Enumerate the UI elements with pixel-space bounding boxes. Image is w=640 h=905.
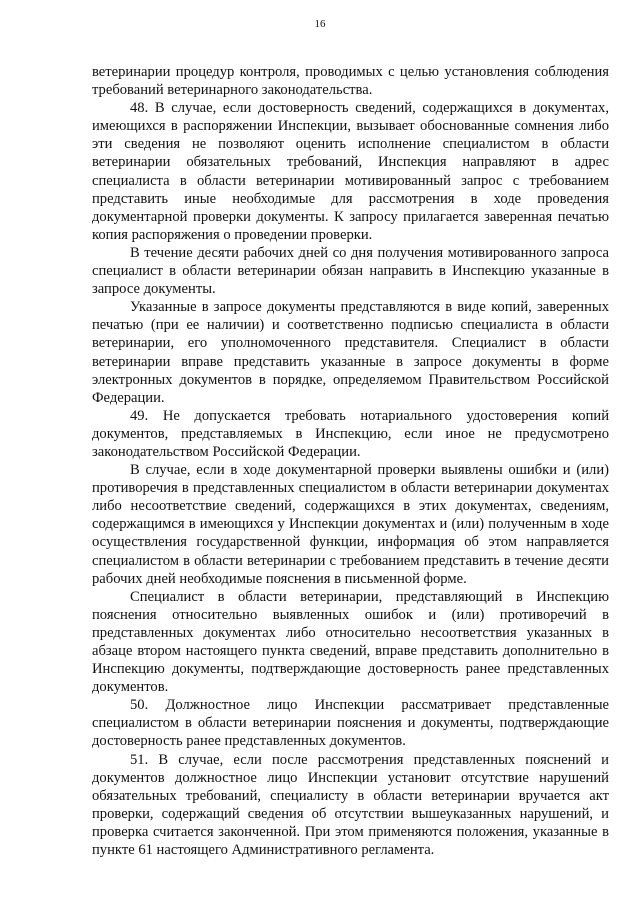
paragraph-51: 51. В случае, если после рассмотрения представленных пояснений и документов должностное лицо Инспекции установит отсутствие нарушений обязательных требований, специалисту в области ветеринарии вручается акт проверки, содержащий сведения об отсутствии вышеуказанных нарушений, и проверка считается законченной. При этом применяются положения, указанные в пункте 61 настоящего Административного регламента. [92,751,609,859]
page-number: 16 [314,18,326,30]
paragraph-49-explanations: Специалист в области ветеринарии, представляющий в Инспекцию пояснения относительно выявленных ошибок и (или) противоречий в представленных документах либо относительно несоответствия указанных в абзаце втором настоящего пункта сведений, вправе представить дополнительно в Инспекцию документы, подтверждающие достоверность ранее представленных документов. [92,588,609,696]
paragraph-48-copies: Указанные в запросе документы представляются в виде копий, заверенных печатью (при ее наличии) и соответственно подписью специалиста в области ветеринарии, его уполномоченного представителя. Специалист в области ветеринарии вправе представить указанные в запросе документы в форме электронных документов в порядке, определяемом Правительством Российской Федерации. [92,299,609,406]
paragraph-49: 49. Не допускается требовать нотариального удостоверения копий документов, представляемых в Инспекцию, если иное не предусмотрено законодательством Российской Федерации. [92,407,609,460]
paragraph-48-deadline: В течение десяти рабочих дней со дня получения мотивированного запроса специалист в области ветеринарии обязан направить в Инспекцию указанные в запросе документы. [92,244,609,298]
paragraph-continuation: ветеринарии процедур контроля, проводимых с целью установления соблюдения требований ветеринарного законодательства. [92,64,609,99]
paragraph-48: 48. В случае, если достоверность сведений, содержащихся в документах, имеющихся в распоряжении Инспекции, вызывает обоснованные сомнения либо эти сведения не позволяют оценить исполнение специалистом в области ветеринарии обязательных требований, Инспекция направляют в адрес специалиста в области ветеринарии мотивированный запрос с требованием представить иные необходимые для рассмотрения в ходе проведения документарной проверки документы. К запросу прилагается заверенная печатью копия распоряжения о проведении проверки. [92,100,609,243]
paragraph-49-errors: В случае, если в ходе документарной проверки выявлены ошибки и (или) противоречия в представленных специалистом в области ветеринарии документах либо несоответствие сведений, содержащихся в этих документах, сведениям, содержащимся в имеющихся у Инспекции документах и (или) полученным в ходе осуществления государственной функции, информация об этом направляется специалистом в области ветеринарии с требованием представить в течение десяти рабочих дней необходимые пояснения в письменной форме. [92,462,609,587]
paragraph-50: 50. Должностное лицо Инспекции рассматривает представленные специалистом в области ветеринарии пояснения и документы, подтверждающие достоверность ранее представленных документов. [92,697,609,750]
document-body [92,63,609,859]
